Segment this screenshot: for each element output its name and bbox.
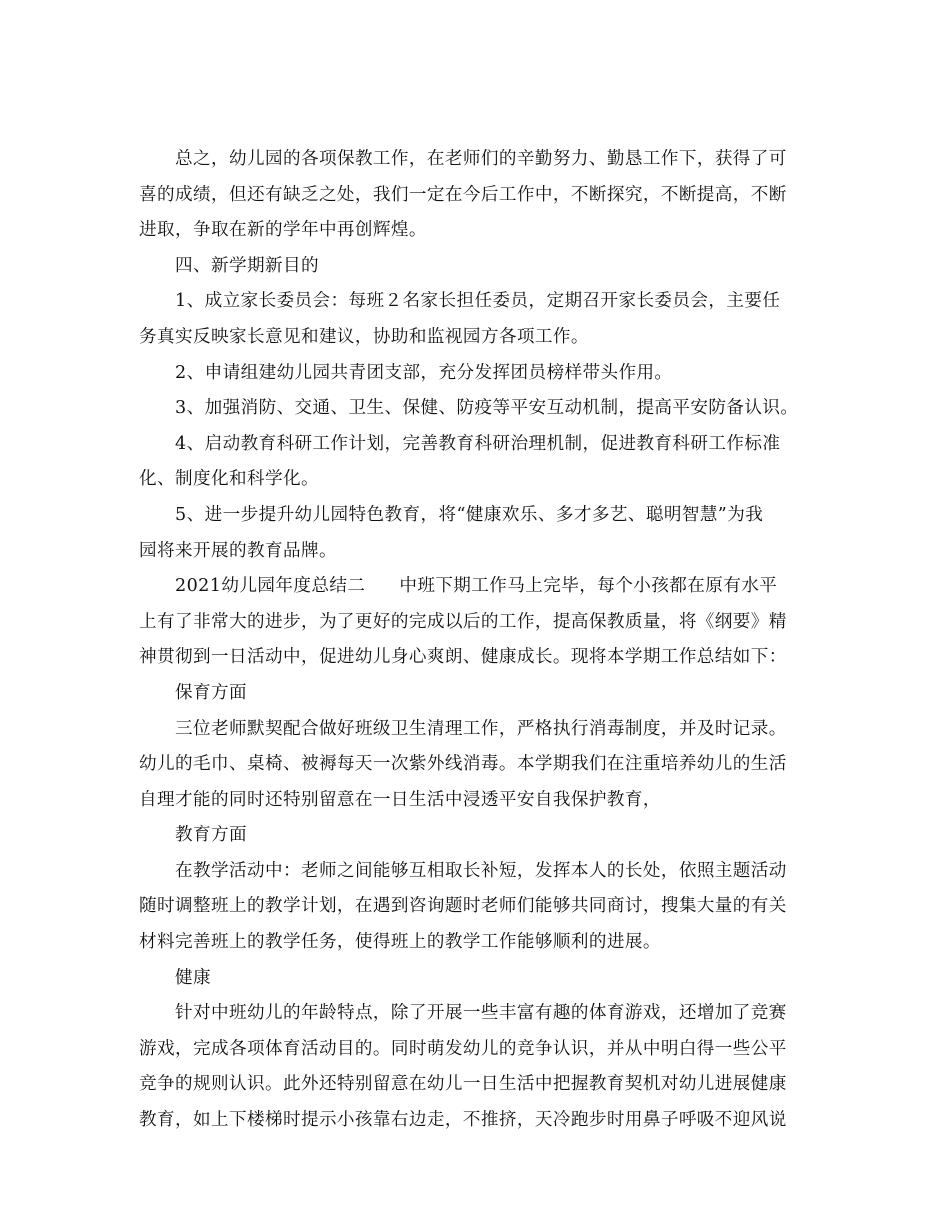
text-line: 教育，如上下楼梯时提示小孩靠右边走，不推挤，天冷跑步时用鼻子呼吸不迎风说	[139, 1110, 787, 1131]
section-heading: 2021幼儿园年度总结二	[175, 576, 366, 597]
text-line: 喜的成绩，但还有缺乏之处，我们一定在今后工作中，不断探究，不断提高，不断	[139, 184, 787, 205]
text-line: 神贯彻到一日活动中，促进幼儿身心爽朗、健康成长。现将本学期工作总结如下：	[139, 647, 787, 668]
text-line: 5、进一步提升幼儿园特色教育，将“健康欢乐、多才多艺、聪明智慧”为我	[175, 504, 764, 525]
text-line: 随时调整班上的教学计划，在遇到咨询题时老师们能够共同商讨，搜集大量的有关	[139, 896, 787, 917]
text-line: 务真实反映家长意见和建议，协助和监视园方各项工作。	[139, 326, 589, 347]
text-line: 上有了非常大的进步，为了更好的完成以后的工作，提高保教质量，将《纲要》精	[139, 611, 787, 632]
document-body	[139, 142, 811, 1139]
text-line: 健康	[175, 967, 211, 988]
text-line: 2、申请组建幼儿园共青团支部，充分发挥团员榜样带头作用。	[175, 362, 673, 383]
text-line: 教育方面	[175, 825, 247, 846]
text-line: 在教学活动中：老师之间能够互相取长补短，发挥本人的长处，依照主题活动	[175, 860, 787, 881]
text-line-tail: 中班下期工作马上完毕，每个小孩都在原有水平	[399, 576, 778, 597]
text-line: 化、制度化和科学化。	[139, 469, 319, 490]
text-line: 园将来开展的教育品牌。	[139, 540, 337, 561]
text-line: 3、加强消防、交通、卫生、保健、防疫等平安互动机制，提高平安防备认识。	[175, 398, 799, 419]
text-line: 幼儿的毛巾、桌椅、被褥每天一次紫外线消毒。本学期我们在注重培养幼儿的生活	[139, 754, 787, 775]
text-line: 游戏，完成各项体育活动目的。同时萌发幼儿的竞争认识，并从中明白得一些公平	[139, 1038, 787, 1059]
text-line: 进取，争取在新的学年中再创辉煌。	[139, 220, 427, 241]
text-line: 总之，幼儿园的各项保教工作，在老师们的辛勤努力、勤恳工作下，获得了可	[175, 149, 787, 169]
text-line: 保育方面	[175, 682, 247, 703]
text-line: 竞争的规则认识。此外还特别留意在幼儿一日生活中把握教育契机对幼儿进展健康	[139, 1074, 787, 1095]
text-line: 针对中班幼儿的年龄特点，除了开展一些丰富有趣的体育游戏，还增加了竞赛	[175, 1003, 787, 1024]
text-line: 1、成立家长委员会：每班２名家长担任委员，定期召开家长委员会，主要任	[175, 291, 781, 312]
text-line: 三位老师默契配合做好班级卫生清理工作，严格执行消毒制度，并及时记录。	[175, 718, 787, 739]
text-line: 自理才能的同时还特别留意在一日生活中浸透平安自我保护教育，	[139, 789, 661, 810]
text-line	[139, 569, 811, 605]
text-line: 4、启动教育科研工作计划，完善教育科研治理机制，促进教育科研工作标准	[175, 433, 781, 454]
text-line: 四、新学期新目的	[175, 255, 319, 276]
text-line: 材料完善班上的教学任务，使得班上的教学工作能够顺利的进展。	[139, 932, 661, 953]
